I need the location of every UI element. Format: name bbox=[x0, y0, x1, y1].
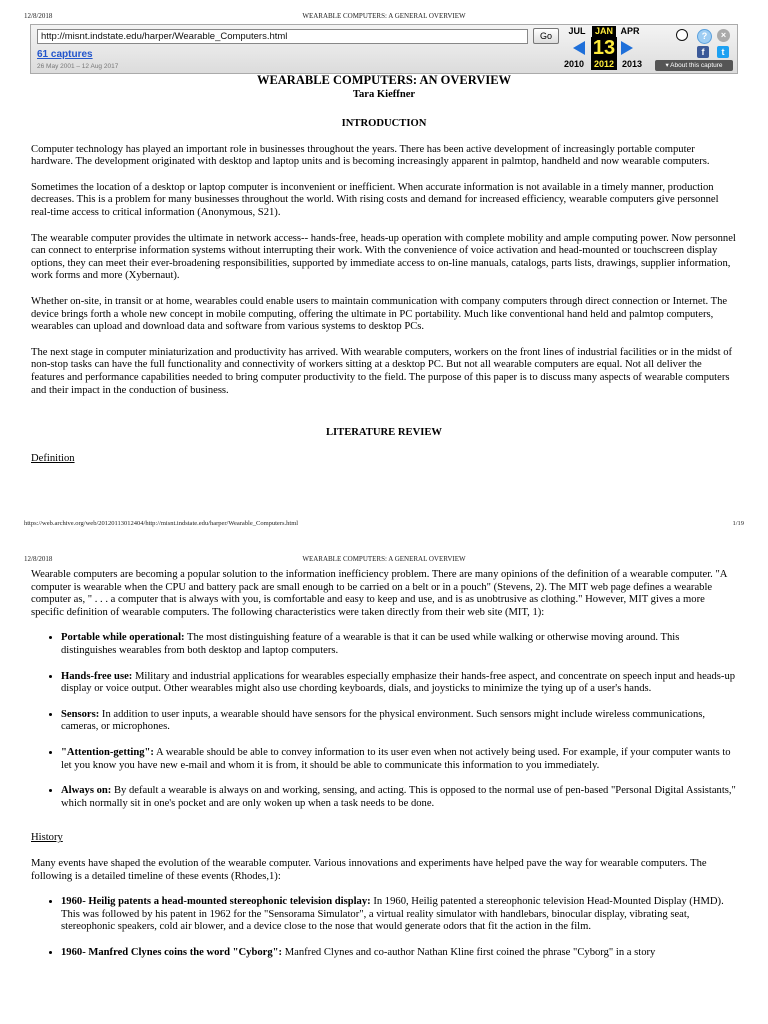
about-capture-button[interactable]: ▾ About this capture bbox=[655, 60, 733, 71]
document-title: WEARABLE COMPUTERS: AN OVERVIEW bbox=[256, 73, 512, 87]
intro-paragraph: Whether on-site, in transit or at home, wearables could enable users to maintain communication with company computers through direct connection or Internet. The device brings forth a whole new concept in mobile computing, offering the ultimate in PC portability. Much like conventional hand held and palmtop computers, wearables can upload and download data and software from various systems to desktop PCs. bbox=[31, 295, 728, 333]
list-item: • Portable while operational: The most distinguishing feature of a wearable is that it can be used while walking or otherwise moving around. This distinguishes wearables from both desktop and laptop computers. bbox=[61, 632, 737, 657]
month-prev[interactable]: JUL bbox=[568, 26, 586, 36]
intro-heading: INTRODUCTION bbox=[341, 118, 427, 129]
list-item: • Hands-free use: Military and industrial applications for wearables especially emphasize their hands-free aspect, and concentrate on speech input and heads-up display or voice output. Other wearables might also use chording keyboards, dials, and joysticks to minimize the tying up of a user's hands. bbox=[61, 671, 737, 696]
close-icon[interactable]: × bbox=[717, 29, 730, 42]
timeline-list bbox=[31, 896, 737, 959]
intro-paragraph: The next stage in computer miniaturization and productivity has arrived. With wearable computers, workers on the front lines of industrial facilities or in the midst of non-stop tasks can have the full functionality and connectivity of workers sitting at a desktop PC. But not all wearable computers are equal. Not all deliver the features and performance capabilities needed to bring computer productivity to the field. The purpose of this paper is to discuss many aspects of wearable computers and their impact in the conduction of business. bbox=[31, 346, 733, 396]
year-current: 2012 bbox=[591, 59, 617, 70]
definition-heading: Definition bbox=[31, 452, 75, 464]
list-item: • 1960- Manfred Clynes coins the word "Cyborg": Manfred Clynes and co-author Nathan Kline first coined the phrase "Cyborg" in a story bbox=[61, 947, 737, 960]
list-item: • 1960- Heilig patents a head-mounted stereophonic television display: In 1960, Heilig patented a stereophonic television Head-Mounted Display (HMD). This was followed by his patent in 1962 for the "Sensorama Simulator", a virtual reality simulator with handlebars, binocular display, vibrating seat, stereophonic speakers, cold air blower, and a device close to the nose that would generate odors that fit the action in the film. bbox=[61, 896, 737, 934]
go-button[interactable]: Go bbox=[533, 28, 559, 44]
document-page-2 bbox=[31, 569, 737, 972]
user-icon[interactable] bbox=[676, 29, 688, 41]
year-next[interactable]: 2013 bbox=[621, 59, 643, 69]
history-heading: History bbox=[31, 832, 63, 844]
characteristics-list bbox=[31, 632, 737, 810]
header-date: 12/8/2018 bbox=[24, 12, 53, 20]
help-icon[interactable]: ? bbox=[697, 29, 712, 44]
footer-page-number: 1/19 bbox=[732, 520, 744, 527]
intro-paragraph: Sometimes the location of a desktop or laptop computer is inconvenient or inefficient. When accurate information is not available in a timely manner, production decreases. This is a problem for many businesses throughout the world. With rising costs and demand for increased efficiency, wearable computers give personnel real-time access to critical information (Anonymous, S21). bbox=[31, 181, 719, 218]
definition-paragraph: Wearable computers are becoming a popular solution to the information inefficiency problem. There are many opinions of the definition of a wearable computer. "A computer is wearable when the CPU and battery pack are small enough to be carried on a belt or in a pouch" (Stevens, 2). The MIT web page defines a wearable computer as, " . . . a computer that is always with you, is comfortable and easy to keep and use, and is as unobtrusive as clothing." However, MIT gives a more specific definition of wearable computers. The following characteristics were taken directly from their web site (MIT, 1): bbox=[31, 569, 727, 618]
captures-link[interactable]: 61 captures bbox=[37, 49, 93, 60]
capture-day: 13 bbox=[592, 37, 616, 59]
list-item: • Always on: By default a wearable is always on and working, sensing, and acting. This is opposed to the normal use of pen-based "Personal Digital Assistants," which normally sit in one's pocket and are only woken up when a task needs to be done. bbox=[61, 785, 737, 810]
url-input[interactable]: http://misnt.indstate.edu/harper/Wearable_Computers.html bbox=[37, 29, 528, 44]
header-date: 12/8/2018 bbox=[24, 555, 53, 563]
intro-paragraph: Computer technology has played an important role in businesses throughout the years. There has been active development of increasingly portable computer hardware. The development originated with desktop and laptop units and is becoming increasingly apparent in palmtop, handheld and now wearable computers. bbox=[31, 143, 710, 168]
month-next[interactable]: APR bbox=[620, 26, 640, 36]
document-page-1 bbox=[31, 74, 737, 465]
footer-url: https://web.archive.org/web/20120113012404/http://misnt.indstate.edu/harper/Wearable_Computers.html bbox=[24, 520, 299, 527]
literature-heading: LITERATURE REVIEW bbox=[325, 427, 443, 439]
capture-range: 26 May 2001 – 12 Aug 2017 bbox=[37, 63, 119, 70]
facebook-icon[interactable]: f bbox=[697, 46, 709, 58]
list-item: • "Attention-getting": A wearable should be able to convey information to its user even when not actively being used. For example, if your computer wants to let you know you have new e-mail and whom it is from, it should be able to communicate this information to you immediately. bbox=[61, 747, 737, 772]
document-author: Tara Kieffner bbox=[352, 89, 416, 100]
year-prev[interactable]: 2010 bbox=[563, 59, 585, 69]
list-item: • Sensors: In addition to user inputs, a wearable should have sensors for the physical environment. Such sensors might include wireless communications, cameras, or microphones. bbox=[61, 709, 737, 734]
next-capture-icon[interactable] bbox=[621, 41, 633, 55]
header-title: WEARABLE COMPUTERS: A GENERAL OVERVIEW bbox=[302, 12, 466, 20]
month-current: JAN bbox=[592, 26, 616, 37]
wayback-toolbar bbox=[30, 24, 738, 74]
history-paragraph: Many events have shaped the evolution of the wearable computer. Various innovations and experiments have helped pave the way for wearable computers. The following is a detailed timeline of these events (Rhodes,1): bbox=[31, 857, 707, 882]
prev-capture-icon[interactable] bbox=[573, 41, 585, 55]
intro-paragraph: The wearable computer provides the ultimate in network access-- hands-free, heads-up operation with complete mobility and ample computing power. Now personnel can connect to enterprise information systems without interrupting their work. With the convenience of voice activation and head-mounted or touchscreen display options, they can meet their ever-broadening responsibilities, supported by immediate access to on-line manuals, catalogs, parts lists, drawings, supplier information, work forms and more (Xybernaut). bbox=[31, 232, 736, 282]
twitter-icon[interactable]: t bbox=[717, 46, 729, 58]
header-title: WEARABLE COMPUTERS: A GENERAL OVERVIEW bbox=[302, 555, 466, 563]
